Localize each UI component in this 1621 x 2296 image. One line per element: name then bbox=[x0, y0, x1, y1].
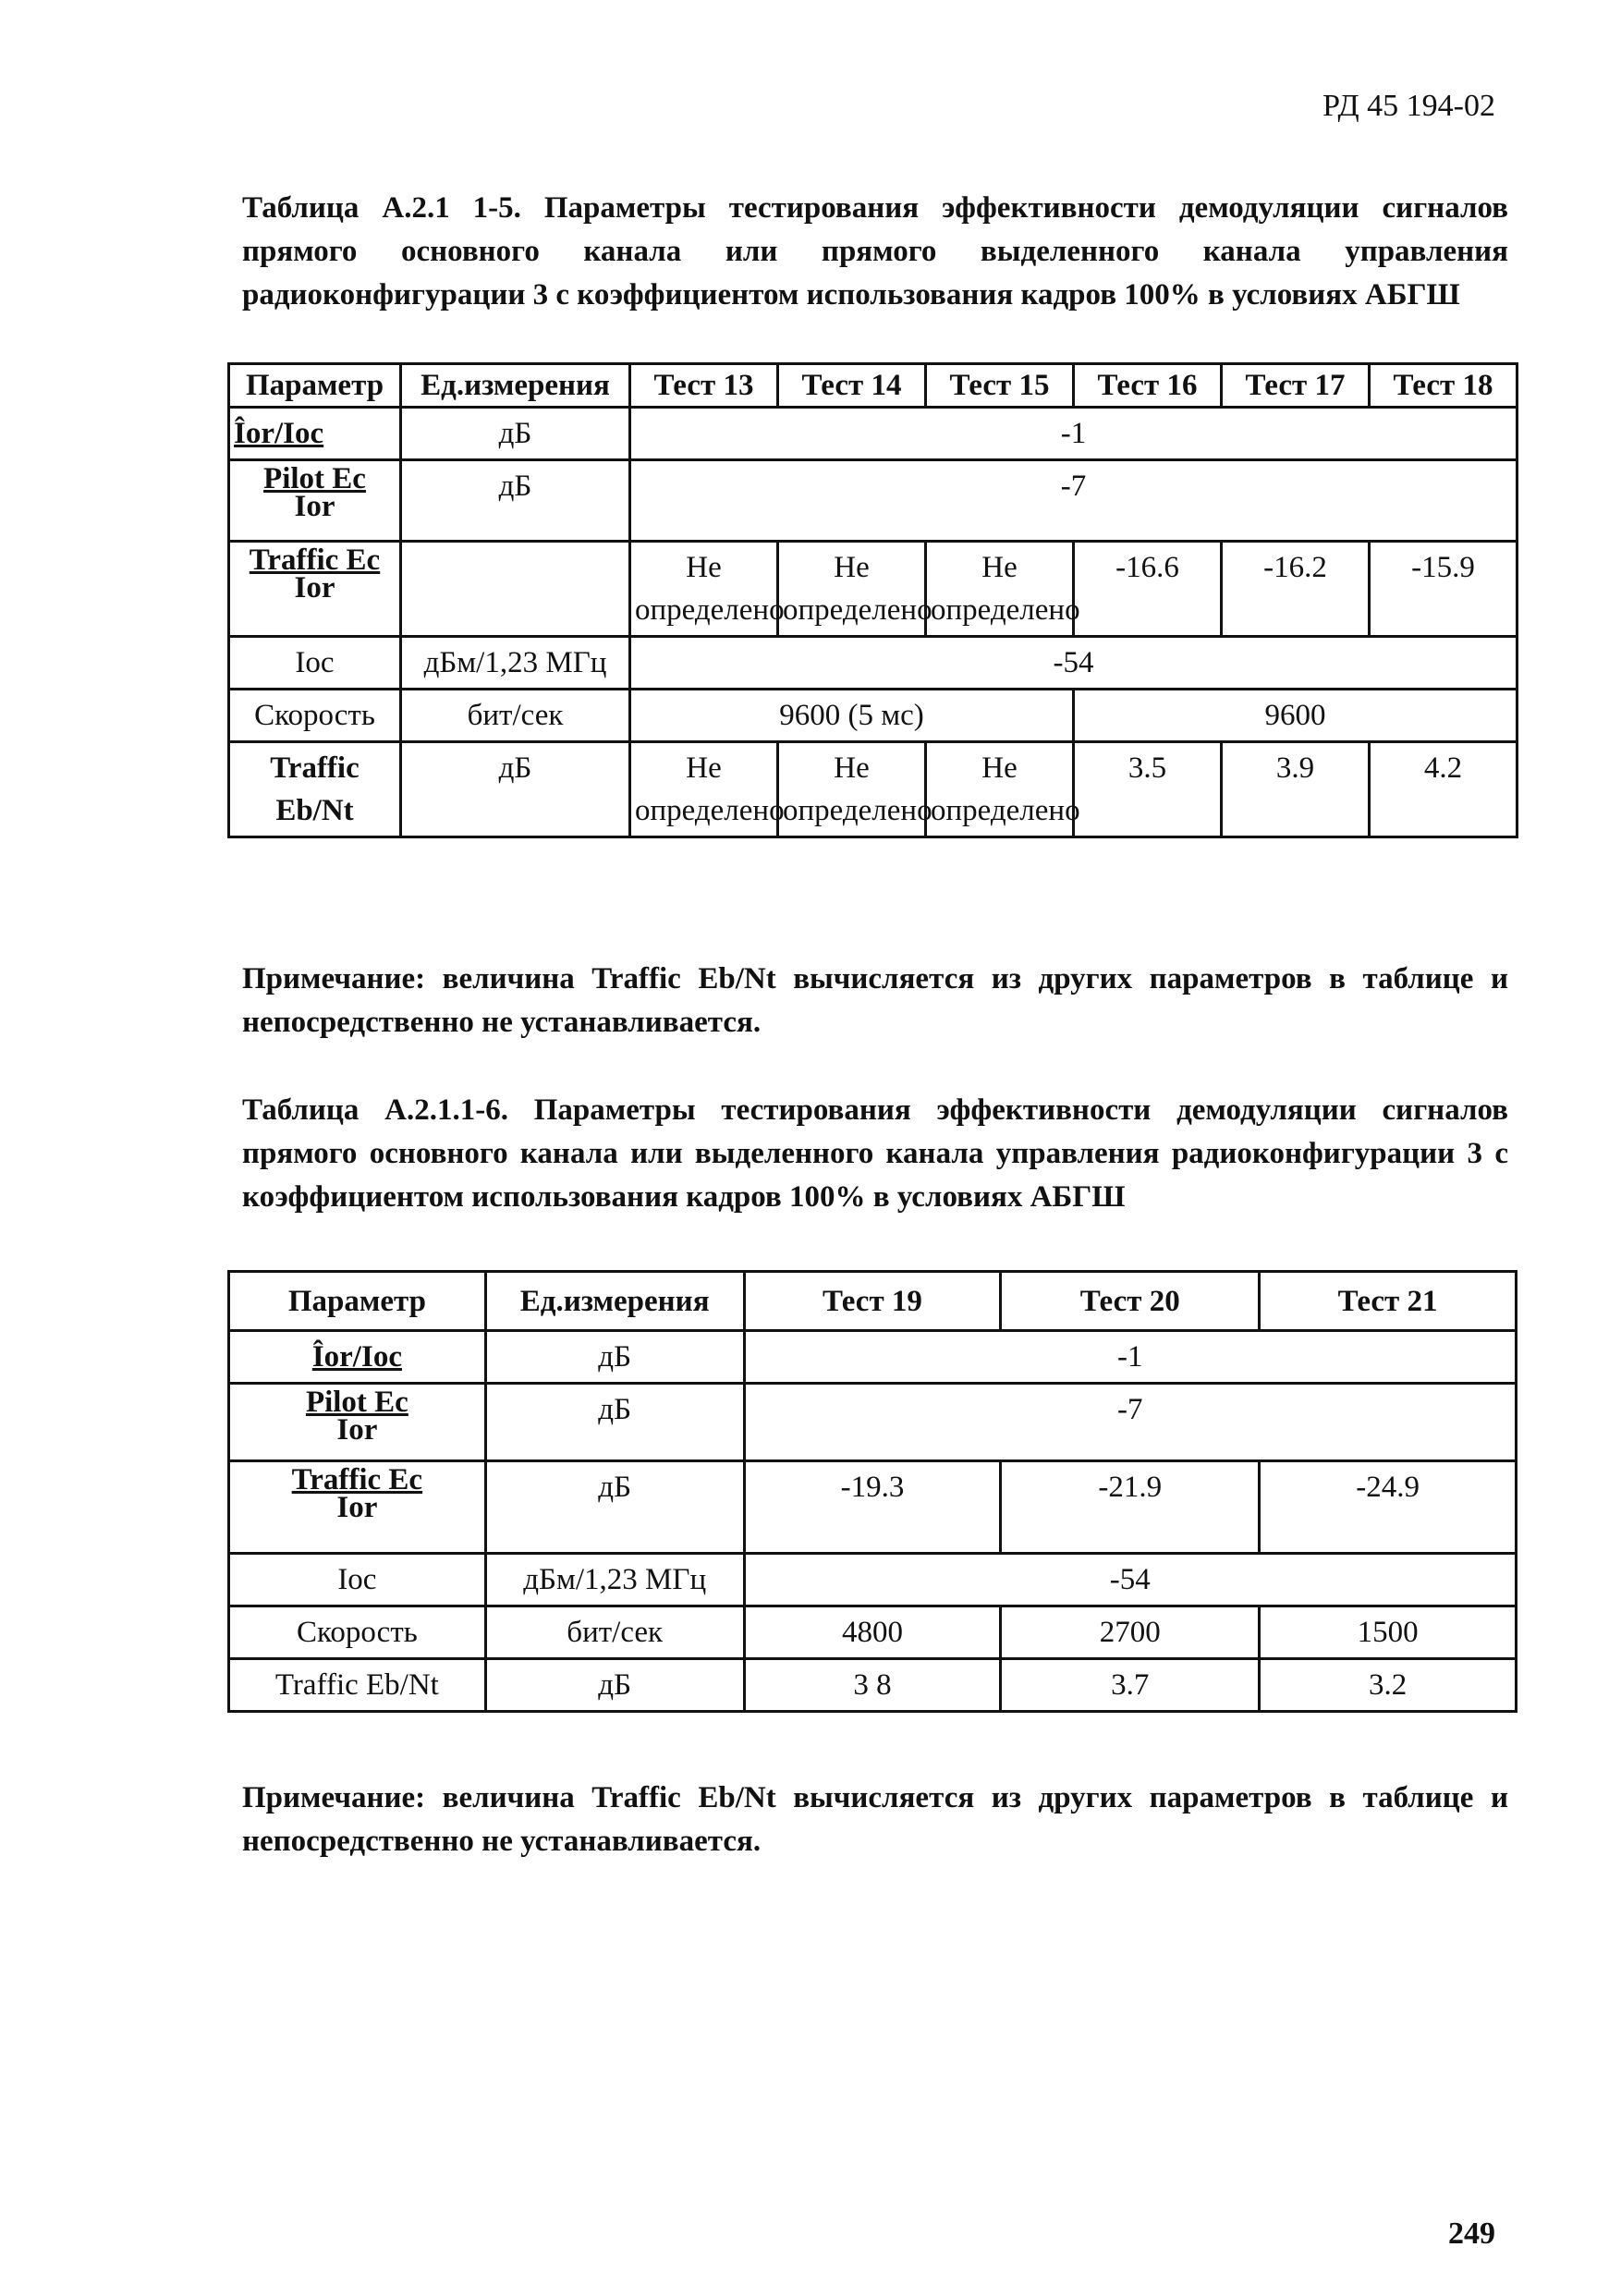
table1-header-cell: Тест 16 bbox=[1074, 364, 1222, 408]
value-cell: 2700 bbox=[1001, 1606, 1260, 1659]
param-stacked bbox=[270, 747, 360, 832]
param-fraction bbox=[249, 543, 381, 605]
table1-header-cell: Параметр bbox=[229, 364, 401, 408]
value-cell: -1 bbox=[630, 408, 1517, 460]
fraction-numerator: Pilot Ec bbox=[305, 1386, 408, 1419]
table-row bbox=[229, 637, 1517, 690]
value-cell: Не определено bbox=[926, 542, 1074, 637]
value-cell: 4.2 bbox=[1370, 742, 1517, 837]
value-cell: -54 bbox=[744, 1554, 1516, 1606]
table2-header-cell: Ед.измерения bbox=[485, 1272, 744, 1331]
unit-cell bbox=[401, 542, 630, 637]
table1-caption: Таблица А.2.1 1-5. Параметры тестирования эффективности демодуляции сигналов прямого основного канала или прямого выделенного канала управления радиоконфигурации 3 с коэффициентом использования кадров 100% в условиях АБГШ bbox=[242, 191, 1508, 311]
table-row bbox=[229, 742, 1517, 837]
table-row bbox=[229, 542, 1517, 637]
table1-header-cell: Тест 17 bbox=[1222, 364, 1370, 408]
value-cell: 3.2 bbox=[1260, 1659, 1517, 1712]
value-cell: -16.6 bbox=[1074, 542, 1222, 637]
table-row bbox=[229, 1659, 1517, 1712]
value-cell: Не определено bbox=[778, 542, 926, 637]
value-cell: -16.2 bbox=[1222, 542, 1370, 637]
param-cell: Ioc bbox=[229, 1554, 486, 1606]
table1 bbox=[227, 362, 1518, 838]
unit-cell: дБ bbox=[485, 1461, 744, 1554]
value-cell: Не определено bbox=[926, 742, 1074, 837]
value-cell: Не определено bbox=[630, 542, 778, 637]
table1-header-cell: Тест 13 bbox=[630, 364, 778, 408]
param-cell: Скорость bbox=[229, 1606, 486, 1659]
table-row bbox=[229, 1554, 1517, 1606]
table-row bbox=[229, 1606, 1517, 1659]
param-label: Îor/Ioc bbox=[311, 1340, 402, 1374]
unit-cell: дБм/1,23 МГц bbox=[401, 637, 630, 690]
table2-header-cell: Параметр bbox=[229, 1272, 486, 1331]
table2-header-row bbox=[229, 1272, 1517, 1331]
value-cell: -54 bbox=[630, 637, 1517, 690]
table1-header-cell: Ед.измерения bbox=[401, 364, 630, 408]
value-cell: -7 bbox=[744, 1384, 1516, 1461]
param-cell: Traffic Eb/Nt bbox=[229, 1659, 486, 1712]
value-cell: -7 bbox=[630, 460, 1517, 542]
table2 bbox=[227, 1270, 1517, 1713]
param-line: Eb/Nt bbox=[275, 794, 354, 827]
value-cell: -15.9 bbox=[1370, 542, 1517, 637]
unit-cell: дБ bbox=[485, 1659, 744, 1712]
table1-header-cell: Тест 18 bbox=[1370, 364, 1517, 408]
value-cell: 9600 (5 мс) bbox=[630, 690, 1074, 742]
param-cell: Ioc bbox=[229, 637, 401, 690]
table1-header-row bbox=[229, 364, 1517, 408]
value-cell: 3 8 bbox=[744, 1659, 1001, 1712]
unit-cell: бит/сек bbox=[485, 1606, 744, 1659]
unit-cell: бит/сек bbox=[401, 690, 630, 742]
param-fraction bbox=[291, 1463, 423, 1524]
table-row bbox=[229, 690, 1517, 742]
value-cell: 1500 bbox=[1260, 1606, 1517, 1659]
table-row bbox=[229, 1384, 1517, 1461]
fraction-numerator: Traffic Ec bbox=[249, 543, 381, 577]
unit-cell: дБ bbox=[401, 742, 630, 837]
param-label: Îor/Ioc bbox=[234, 417, 324, 450]
table-row bbox=[229, 1461, 1517, 1554]
param-line: Traffic bbox=[270, 751, 360, 785]
value-cell: -21.9 bbox=[1001, 1461, 1260, 1554]
fraction-denominator: Ior bbox=[336, 1413, 378, 1447]
value-cell: Не определено bbox=[778, 742, 926, 837]
fraction-numerator: Pilot Ec bbox=[263, 462, 366, 495]
fraction-numerator: Traffic Ec bbox=[291, 1463, 423, 1496]
table2-note: Примечание: величина Traffic Eb/Nt вычисляется из других параметров в таблице и непосредственно не устанавливается. bbox=[242, 1781, 1508, 1858]
table1-header-cell: Тест 15 bbox=[926, 364, 1074, 408]
table1-header-cell: Тест 14 bbox=[778, 364, 926, 408]
page-number: 249 bbox=[1448, 2217, 1495, 2251]
value-cell: 9600 bbox=[1074, 690, 1517, 742]
value-cell: -19.3 bbox=[744, 1461, 1001, 1554]
value-cell: 3.7 bbox=[1001, 1659, 1260, 1712]
table2-header-cell: Тест 21 bbox=[1260, 1272, 1517, 1331]
value-cell: 3.9 bbox=[1222, 742, 1370, 837]
unit-cell: дБ bbox=[401, 408, 630, 460]
table2-caption: Таблица А.2.1.1-6. Параметры тестирования эффективности демодуляции сигналов прямого основного канала или выделенного канала управления радиоконфигурации 3 с коэффициентом использования кадров 100% в условиях АБГШ bbox=[242, 1093, 1508, 1214]
unit-cell: дБ bbox=[401, 460, 630, 542]
table-row bbox=[229, 460, 1517, 542]
value-cell: 4800 bbox=[744, 1606, 1001, 1659]
unit-cell: дБ bbox=[485, 1384, 744, 1461]
fraction-denominator: Ior bbox=[294, 571, 335, 605]
table1-note: Примечание: величина Traffic Eb/Nt вычисляется из других параметров в таблице и непосредственно не устанавливается. bbox=[242, 962, 1508, 1039]
value-cell: -24.9 bbox=[1260, 1461, 1517, 1554]
fraction-denominator: Ior bbox=[294, 490, 335, 523]
value-cell: 3.5 bbox=[1074, 742, 1222, 837]
param-fraction bbox=[305, 1386, 408, 1447]
table-row bbox=[229, 1331, 1517, 1384]
param-fraction bbox=[263, 462, 366, 523]
value-cell: Не определено bbox=[630, 742, 778, 837]
fraction-denominator: Ior bbox=[336, 1491, 378, 1524]
param-cell: Скорость bbox=[229, 690, 401, 742]
table2-header-cell: Тест 19 bbox=[744, 1272, 1001, 1331]
unit-cell: дБ bbox=[485, 1331, 744, 1384]
unit-cell: дБм/1,23 МГц bbox=[485, 1554, 744, 1606]
table-row bbox=[229, 408, 1517, 460]
value-cell: -1 bbox=[744, 1331, 1516, 1384]
document-code: РД 45 194-02 bbox=[1322, 89, 1495, 123]
table2-header-cell: Тест 20 bbox=[1001, 1272, 1260, 1331]
